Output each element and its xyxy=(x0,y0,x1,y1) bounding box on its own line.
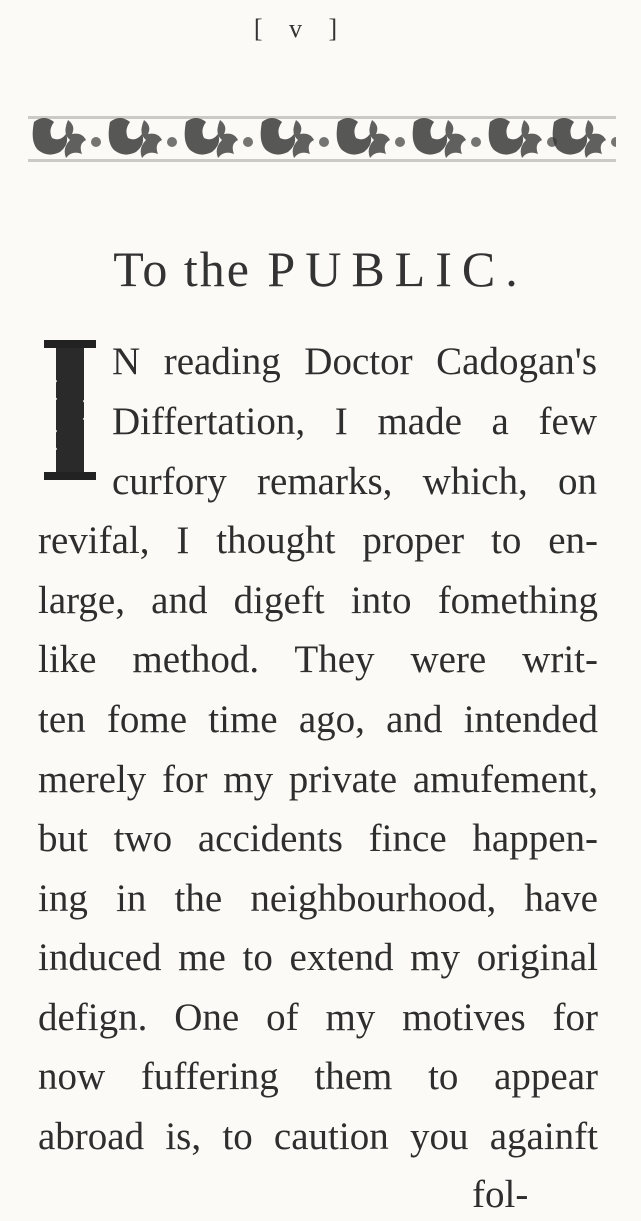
text-line-3: curfory remarks, which, on xyxy=(112,460,597,503)
page-heading xyxy=(0,240,641,298)
text-line-6: like method. They were writ- xyxy=(38,638,598,681)
page-number: [ v ] xyxy=(253,14,348,43)
heading-to-the: To the xyxy=(113,241,251,297)
decorative-ornament-band xyxy=(28,112,616,166)
text-line-14: abroad is, to caution you againft xyxy=(38,1115,598,1158)
drop-cap-ornament xyxy=(42,340,98,490)
text-line-4: revifal, I thought proper to en- xyxy=(38,519,598,562)
text-line-8: merely for my private amufement, xyxy=(38,758,598,801)
text-line-13: now fuffering them to appear xyxy=(38,1055,598,1098)
text-line-11: induced me to extend my original xyxy=(38,936,598,979)
catchword: fol- xyxy=(472,1173,529,1216)
text-line-1: N reading Doctor Cadogan's xyxy=(112,340,597,383)
text-line-2: Differtation, I made a few xyxy=(112,400,597,443)
text-line-12: defign. One of my motives for xyxy=(38,996,598,1039)
text-line-7: ten fome time ago, and intended xyxy=(38,698,598,741)
text-line-10: ing in the neighbourhood, have xyxy=(38,877,598,920)
heading-public: PUBLIC. xyxy=(267,241,528,297)
text-line-9: but two accidents fince happen- xyxy=(38,817,598,860)
text-line-5: large, and digeft into fomething xyxy=(38,579,598,622)
